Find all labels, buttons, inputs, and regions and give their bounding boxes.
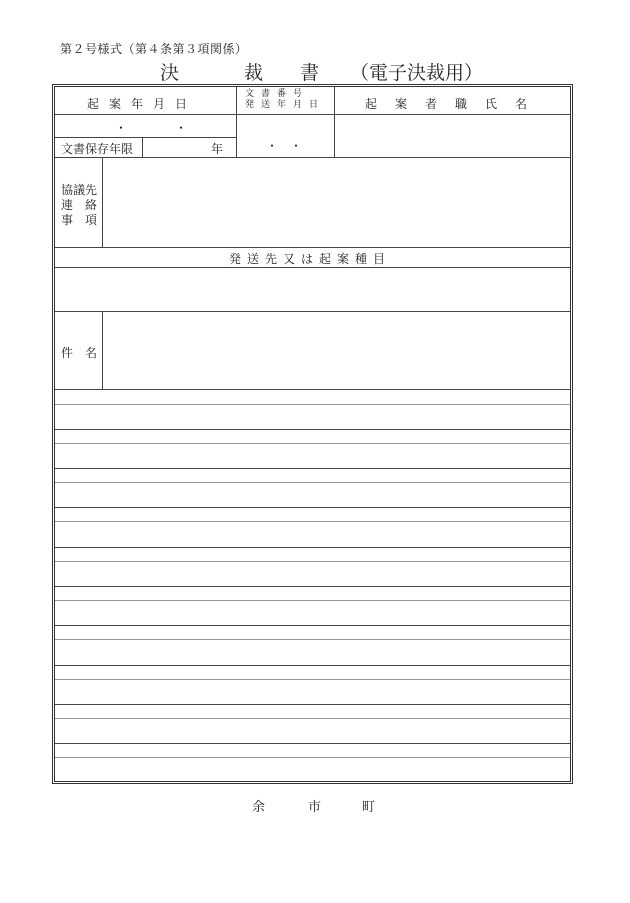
consult-label-2: 連 絡 <box>61 198 98 212</box>
divider <box>55 247 570 248</box>
body-line <box>55 521 570 522</box>
title-char-2: 裁 <box>244 62 264 84</box>
consult-label-3: 事 項 <box>61 213 98 227</box>
footer-char-1: 余 <box>252 800 266 815</box>
body-line <box>55 586 570 587</box>
body-line <box>55 561 570 562</box>
body-line <box>55 404 570 405</box>
body-line <box>55 429 570 430</box>
retention-unit: 年 <box>211 142 224 156</box>
body-line <box>55 468 570 469</box>
title-char-1: 決 <box>160 62 180 84</box>
send-date-field[interactable]: ・ ・ <box>266 139 303 153</box>
body-line <box>55 443 570 444</box>
divider <box>102 157 103 247</box>
draft-date-field[interactable]: ・ ・ <box>115 121 188 135</box>
body-line <box>55 547 570 548</box>
divider <box>55 267 570 268</box>
divider <box>55 157 570 158</box>
body-line <box>55 704 570 705</box>
footer-char-3: 町 <box>362 800 376 815</box>
body-line <box>55 718 570 719</box>
body-line <box>55 679 570 680</box>
divider <box>55 311 570 312</box>
divider <box>334 87 335 157</box>
consult-label-1: 協議先 <box>61 183 98 197</box>
divider <box>102 311 103 389</box>
destination-label: 発送先又は起案種目 <box>229 252 392 266</box>
body-line <box>55 482 570 483</box>
draft-date-label: 起案年月日 <box>87 97 198 111</box>
body-line <box>55 600 570 601</box>
body-line <box>55 507 570 508</box>
body-line <box>55 625 570 626</box>
subject-label: 件 名 <box>61 346 98 360</box>
body-line <box>55 743 570 744</box>
divider <box>236 87 237 157</box>
title-subtitle: （電子決裁用） <box>350 62 484 84</box>
drafter-label: 起案者職氏名 <box>365 97 546 111</box>
divider <box>55 114 570 115</box>
send-date-label: 発送年月日 <box>245 100 326 110</box>
footer-char-2: 市 <box>308 800 322 815</box>
doc-number-label: 文書番号 <box>245 89 310 99</box>
retention-label: 文書保存年限 <box>61 142 134 156</box>
divider <box>142 137 143 157</box>
body-line <box>55 665 570 666</box>
divider <box>55 137 236 138</box>
form-number-label: 第２号様式（第４条第３項関係） <box>60 42 248 56</box>
divider <box>55 389 570 390</box>
body-line <box>55 639 570 640</box>
body-line <box>55 757 570 758</box>
title-char-3: 書 <box>300 62 320 84</box>
approval-form-frame <box>52 84 573 784</box>
